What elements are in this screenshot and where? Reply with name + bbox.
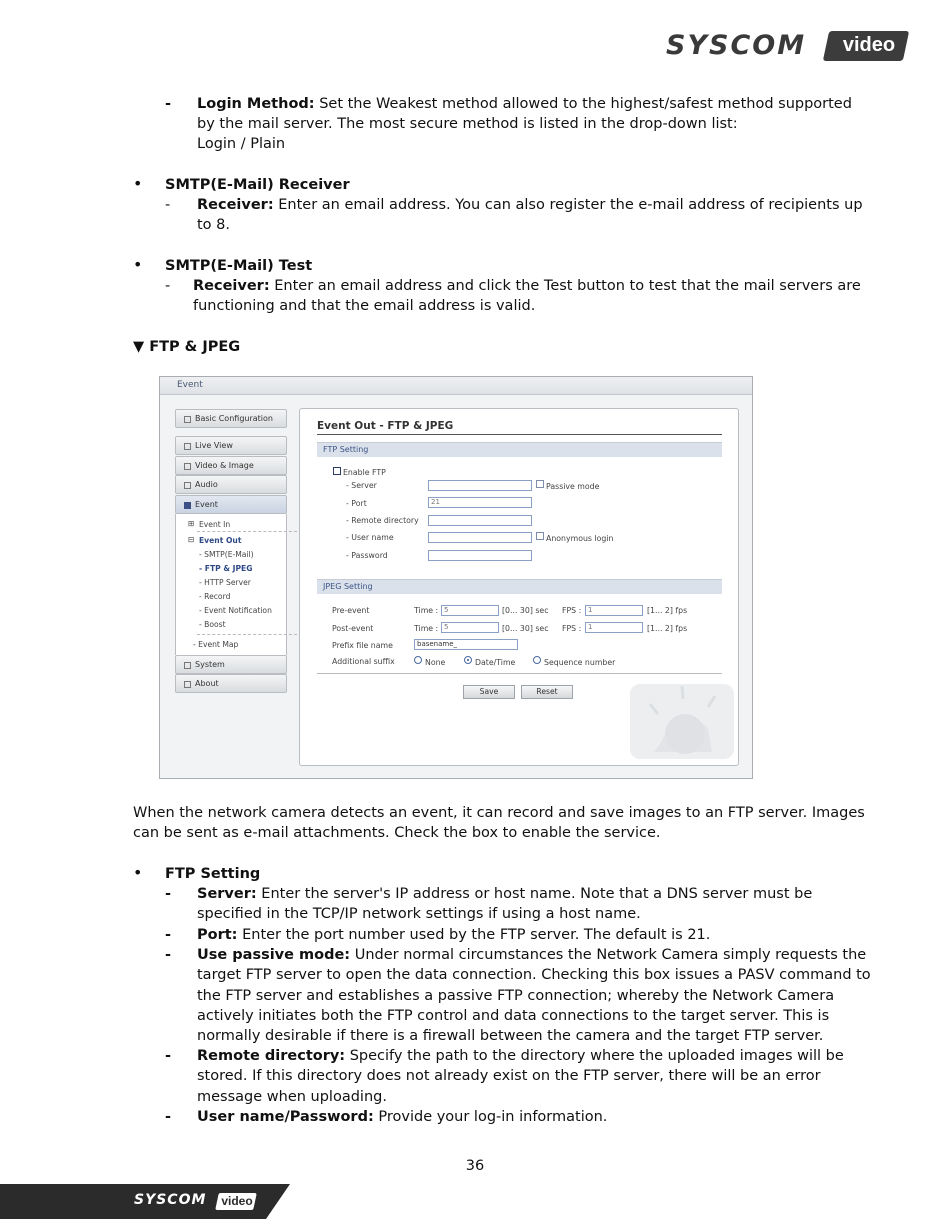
submenu-record[interactable]: - Record	[199, 592, 231, 601]
port-input[interactable]: 21	[428, 497, 532, 508]
nav-label: Basic Configuration	[195, 414, 273, 423]
screenshot-title-bar	[160, 377, 752, 395]
anonymous-login-checkbox[interactable]	[536, 532, 544, 540]
expand-icon	[184, 482, 191, 489]
smtp-receiver-heading: SMTP(E-Mail) Receiver	[165, 177, 350, 193]
content-panel	[299, 408, 739, 766]
fps-label: FPS :	[562, 624, 582, 633]
expand-icon	[184, 662, 191, 669]
dash-marker: -	[165, 947, 172, 963]
test-receiver-label: Receiver:	[193, 278, 270, 294]
expand-icon	[184, 681, 191, 688]
suffix-none-radio[interactable]	[414, 656, 422, 664]
server-line-1	[197, 884, 812, 904]
time-label: Time :	[414, 606, 439, 615]
ftp-jpeg-heading: ▼ FTP & JPEG	[133, 339, 241, 355]
dash-marker: -	[165, 278, 171, 294]
passive-line-1	[197, 945, 866, 965]
ftp-setting-section	[317, 442, 722, 457]
jpeg-setting-section	[317, 579, 722, 594]
server-line-2: specified in the TCP/IP network settings if using a host name.	[197, 906, 641, 922]
remote-directory-input[interactable]	[428, 515, 532, 526]
suffix-datetime-label: Date/Time	[475, 658, 516, 667]
user-term: User name/Password:	[197, 1109, 374, 1125]
submenu-event-in[interactable]: Event In	[199, 520, 231, 529]
login-method-label: Login Method:	[197, 96, 315, 112]
expand-icon	[184, 443, 191, 450]
intro-line-2: can be sent as e-mail attachments. Check the box to enable the service.	[133, 825, 661, 841]
additional-suffix-label: Additional suffix	[332, 657, 395, 666]
nav-label: Live View	[195, 441, 233, 450]
nav-label: System	[195, 660, 225, 669]
user-name-input[interactable]	[428, 532, 532, 543]
password-label: - Password	[346, 551, 388, 560]
smtp-test-line-1	[193, 276, 861, 296]
smtp-test-heading: SMTP(E-Mail) Test	[165, 258, 313, 274]
post-event-time-input[interactable]: 5	[441, 622, 499, 633]
footer-banner	[0, 1184, 290, 1219]
server-input[interactable]	[428, 480, 532, 491]
divider	[317, 434, 722, 435]
logo-box-text: video	[842, 34, 896, 56]
dash-marker: -	[165, 1109, 172, 1125]
port-desc: Enter the port number used by the FTP server. The default is 21.	[237, 927, 711, 943]
anonymous-login-label: Anonymous login	[546, 534, 614, 543]
event-settings-screenshot	[159, 376, 753, 779]
user-line-1	[197, 1107, 607, 1127]
passive-desc: Under normal circumstances the Network Camera simply requests the	[350, 947, 867, 963]
user-name-label: - User name	[346, 533, 394, 542]
remote-line-2: stored. If this directory does not already exist on the FTP server, there will be an error	[197, 1068, 821, 1084]
login-method-line-2: by the mail server. The most secure method is listed in the drop-down list:	[197, 116, 738, 132]
fps-range: [1... 2] fps	[647, 606, 688, 615]
passive-line-3: the FTP server and establishes a passive FTP connection; whereby the Network Camera	[197, 988, 835, 1004]
port-term: Port:	[197, 927, 238, 943]
submenu-event-map[interactable]: - Event Map	[193, 640, 239, 649]
port-label: - Port	[346, 499, 367, 508]
screenshot-window-title: Event	[177, 380, 203, 390]
fps-range: [1... 2] fps	[647, 624, 688, 633]
expand-icon: ⊞	[188, 519, 195, 528]
submenu-smtp[interactable]: - SMTP(E-Mail)	[199, 550, 254, 559]
nav-audio[interactable]	[175, 475, 287, 494]
bullet-marker: •	[133, 863, 143, 882]
fps-label: FPS :	[562, 606, 582, 615]
suffix-sequence-label: Sequence number	[544, 658, 616, 667]
header-logo	[666, 31, 906, 61]
dash-marker: -	[165, 197, 171, 213]
passive-line-2: target FTP server to open the data connection. Checking this box issues a PASV command to	[197, 967, 871, 983]
passive-term: Use passive mode:	[197, 947, 351, 963]
nav-label: Event	[195, 500, 218, 509]
dash-marker: -	[165, 96, 172, 112]
content-title: Event Out - FTP & JPEG	[317, 420, 454, 432]
event-submenu	[175, 514, 287, 655]
suffix-none-label: None	[425, 658, 446, 667]
reset-button[interactable]: Reset	[521, 685, 573, 699]
prefix-file-name-label: Prefix file name	[332, 641, 393, 650]
expand-icon	[184, 463, 191, 470]
enable-ftp-checkbox[interactable]	[333, 467, 341, 475]
logo-wordmark: SYSCOM	[666, 30, 807, 61]
prefix-file-name-input[interactable]: basename_	[414, 639, 518, 650]
smtp-test-line-2: functioning and that the email address is valid.	[193, 298, 536, 314]
collapse-icon	[184, 502, 191, 509]
intro-line-1: When the network camera detects an event, it can record and save images to an FTP server. Images	[133, 805, 865, 821]
time-range: [0... 30] sec	[502, 624, 549, 633]
remote-directory-label: - Remote directory	[346, 516, 419, 525]
receiver-text: Enter an email address. You can also register the e-mail address of recipients up	[273, 197, 863, 213]
pre-event-time-input[interactable]: 5	[441, 605, 499, 616]
divider	[197, 531, 297, 532]
nav-about[interactable]	[175, 674, 287, 693]
page-number: 36	[465, 1158, 485, 1174]
login-method-line-3: Login / Plain	[197, 136, 286, 152]
smtp-receiver-line-1	[197, 195, 863, 215]
password-input[interactable]	[428, 550, 532, 561]
collapse-icon: ⊟	[188, 535, 195, 544]
submenu-ftp-jpeg[interactable]: - FTP & JPEG	[199, 564, 253, 573]
submenu-http-server[interactable]: - HTTP Server	[199, 578, 251, 587]
post-event-label: Post-event	[332, 624, 374, 633]
nav-label: Audio	[195, 480, 218, 489]
passive-line-4: actively initiates both the FTP control and data connections to the target server. This is	[197, 1008, 830, 1024]
nav-event[interactable]	[175, 495, 287, 514]
passive-mode-label: Passive mode	[546, 482, 600, 491]
remote-line-3: message when uploading.	[197, 1089, 387, 1105]
nav-label: About	[195, 679, 219, 688]
section-label: JPEG Setting	[323, 582, 373, 591]
submenu-event-notification[interactable]: - Event Notification	[199, 606, 272, 615]
dash-marker: -	[165, 927, 172, 943]
dash-marker: -	[165, 886, 172, 902]
section-label: FTP Setting	[323, 445, 369, 454]
bullet-marker: •	[133, 255, 143, 274]
time-range: [0... 30] sec	[502, 606, 549, 615]
user-desc: Provide your log-in information.	[373, 1109, 608, 1125]
smtp-receiver-line-2: to 8.	[197, 217, 231, 233]
login-method-text: Set the Weakest method allowed to the highest/safest method supported	[314, 96, 852, 112]
footer-logo-box-text: video	[221, 1194, 253, 1208]
login-method-line-1	[197, 94, 852, 114]
pre-event-fps-input[interactable]: 1	[585, 605, 643, 616]
remote-line-1	[197, 1046, 844, 1066]
server-desc: Enter the server's IP address or host name. Note that a DNS server must be	[256, 886, 813, 902]
nav-live-view[interactable]	[175, 436, 287, 455]
port-line-1	[197, 925, 710, 945]
server-term: Server:	[197, 886, 257, 902]
remote-desc: Specify the path to the directory where the uploaded images will be	[345, 1048, 844, 1064]
test-receiver-text: Enter an email address and click the Test button to test that the mail servers are	[269, 278, 861, 294]
passive-line-5: normally desirable if there is a firewall between the camera and the target FTP server.	[197, 1028, 824, 1044]
suffix-datetime-radio[interactable]	[464, 656, 472, 664]
submenu-boost[interactable]: - Boost	[199, 620, 226, 629]
server-label: - Server	[346, 481, 377, 490]
nav-system[interactable]	[175, 655, 287, 674]
save-button[interactable]: Save	[463, 685, 515, 699]
expand-icon	[184, 416, 191, 423]
footer-logo-word: SYSCOM	[134, 1192, 207, 1208]
divider	[197, 634, 297, 635]
nav-basic-configuration[interactable]	[175, 409, 287, 428]
passive-mode-checkbox[interactable]	[536, 480, 544, 488]
pre-event-label: Pre-event	[332, 606, 370, 615]
post-event-fps-input[interactable]: 1	[585, 622, 643, 633]
dash-marker: -	[165, 1048, 172, 1064]
suffix-sequence-radio[interactable]	[533, 656, 541, 664]
remote-term: Remote directory:	[197, 1048, 346, 1064]
camera-watermark-icon	[630, 674, 734, 759]
submenu-event-out[interactable]: Event Out	[199, 536, 242, 545]
receiver-label: Receiver:	[197, 197, 274, 213]
nav-label: Video & Image	[195, 461, 254, 470]
ftp-setting-heading: FTP Setting	[165, 866, 261, 882]
bullet-marker: •	[133, 174, 143, 193]
enable-ftp-label: Enable FTP	[343, 468, 386, 477]
nav-video-image[interactable]	[175, 456, 287, 475]
time-label: Time :	[414, 624, 439, 633]
